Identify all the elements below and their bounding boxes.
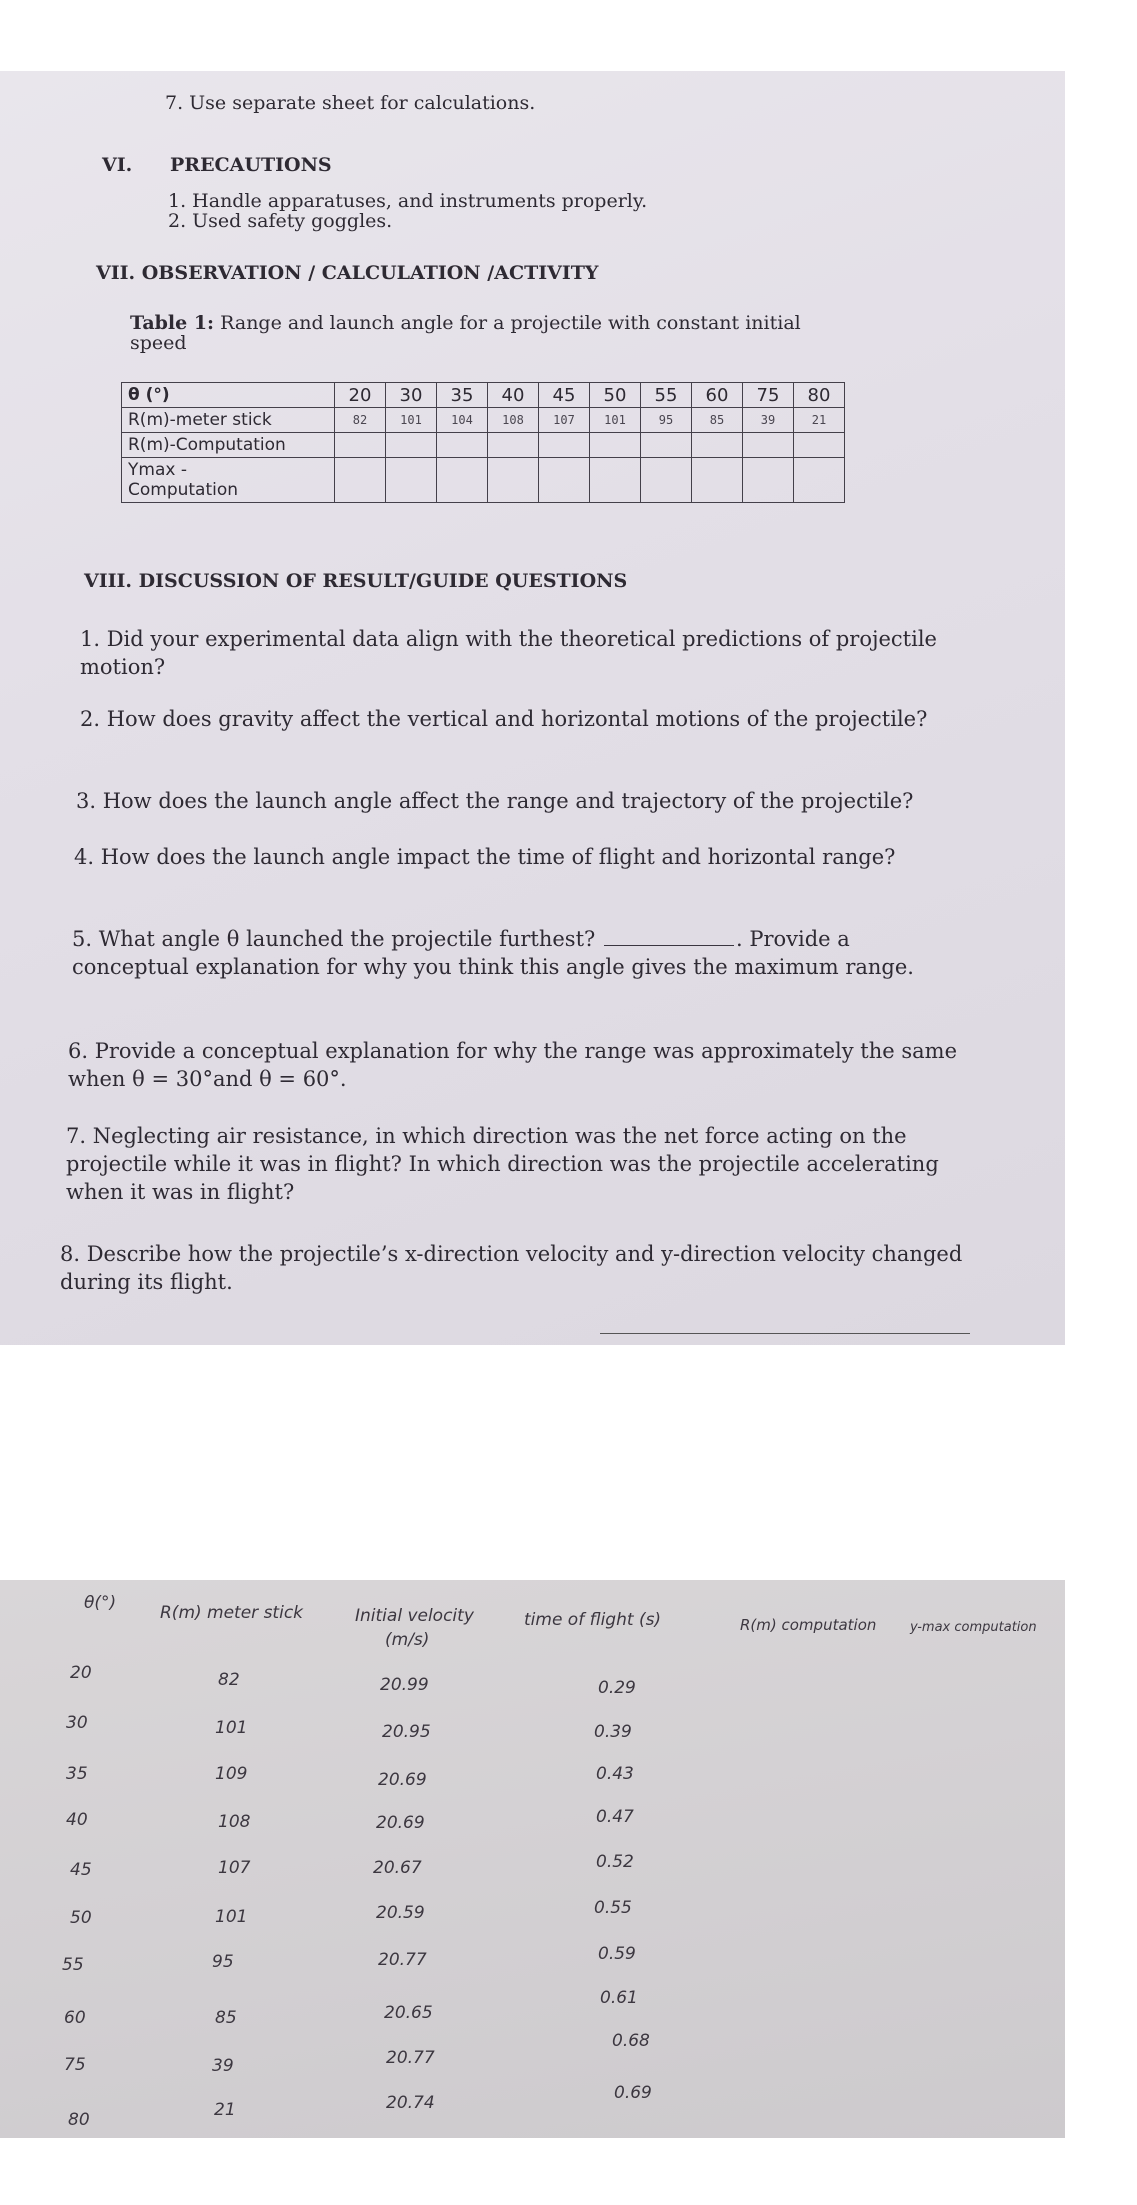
question-5 <box>72 925 967 981</box>
empty-cell[interactable] <box>692 458 743 503</box>
angle-cell: 50 <box>590 383 641 408</box>
hw-velocity: 20.77 <box>386 2048 435 2068</box>
hw-header-velocity: Initial velocity <box>355 1606 474 1626</box>
table-caption-text: Range and launch angle for a projectile with constant initial <box>220 312 801 334</box>
question-8: 8. Describe how the projectile’s x-direction velocity and y-direction velocity changed during its flight. <box>60 1242 963 1294</box>
hw-header-ymax: y-max computation <box>910 1620 1037 1635</box>
divider-line <box>600 1333 970 1334</box>
empty-cell[interactable] <box>539 458 590 503</box>
hw-angle: 50 <box>70 1908 92 1928</box>
table-row <box>122 408 845 433</box>
meter-value-cell: 108 <box>488 408 539 433</box>
hw-header-theta: θ(°) <box>84 1593 117 1613</box>
question-3: 3. How does the launch angle affect the range and trajectory of the projectile? <box>76 789 914 813</box>
hw-time: 0.61 <box>600 1988 638 2008</box>
empty-cell[interactable] <box>641 458 692 503</box>
meter-value-cell: 95 <box>641 408 692 433</box>
empty-cell[interactable] <box>539 433 590 458</box>
empty-cell[interactable] <box>386 458 437 503</box>
hw-header-velocity-unit: (m/s) <box>385 1630 430 1650</box>
hw-velocity: 20.69 <box>378 1770 427 1790</box>
table-caption-label: Table 1: <box>130 312 215 334</box>
empty-cell[interactable] <box>794 458 845 503</box>
angle-cell: 45 <box>539 383 590 408</box>
empty-cell[interactable] <box>386 433 437 458</box>
table-caption <box>130 312 801 334</box>
meter-value-cell: 104 <box>437 408 488 433</box>
hw-time: 0.29 <box>598 1678 636 1698</box>
theta-header: θ (°) <box>122 383 335 408</box>
precautions-title: PRECAUTIONS <box>170 154 332 176</box>
hw-velocity: 20.95 <box>382 1722 431 1742</box>
hw-angle: 40 <box>66 1810 88 1830</box>
empty-cell[interactable] <box>488 458 539 503</box>
hw-angle: 80 <box>68 2110 90 2130</box>
table-row <box>122 433 845 458</box>
hw-velocity: 20.69 <box>376 1813 425 1833</box>
empty-cell[interactable] <box>590 458 641 503</box>
hw-angle: 20 <box>70 1663 92 1683</box>
instruction-item-7: 7. Use separate sheet for calculations. <box>165 92 536 114</box>
hw-range: 107 <box>218 1858 251 1878</box>
empty-cell[interactable] <box>743 458 794 503</box>
range-table <box>121 382 845 503</box>
hw-time: 0.47 <box>596 1807 634 1827</box>
hw-angle: 35 <box>66 1764 88 1784</box>
handwritten-sheet <box>0 1580 1065 2138</box>
meter-value-cell: 107 <box>539 408 590 433</box>
angle-cell: 40 <box>488 383 539 408</box>
hw-range: 101 <box>215 1718 248 1738</box>
hw-time: 0.52 <box>596 1852 634 1872</box>
empty-cell[interactable] <box>335 458 386 503</box>
hw-velocity: 20.99 <box>380 1675 429 1695</box>
precaution-item: 1. Handle apparatuses, and instruments properly. <box>168 190 648 212</box>
question-6: 6. Provide a conceptual explanation for why the range was approximately the same when θ = 30°and θ = 60°. <box>68 1039 957 1091</box>
empty-cell[interactable] <box>488 433 539 458</box>
row-label-ymax <box>122 458 335 503</box>
question-2: 2. How does gravity affect the vertical and horizontal motions of the projectile? <box>80 707 928 731</box>
question-5-start: 5. What angle θ launched the projectile furthest? <box>72 927 596 951</box>
angle-cell: 30 <box>386 383 437 408</box>
meter-value-cell: 101 <box>590 408 641 433</box>
hw-angle: 75 <box>64 2055 86 2075</box>
angle-cell: 60 <box>692 383 743 408</box>
angle-cell: 55 <box>641 383 692 408</box>
hw-header-time: time of flight (s) <box>524 1610 662 1630</box>
angle-cell: 20 <box>335 383 386 408</box>
hw-time: 0.55 <box>594 1898 632 1918</box>
hw-velocity: 20.65 <box>384 2003 433 2023</box>
hw-velocity: 20.74 <box>386 2093 435 2113</box>
empty-cell[interactable] <box>437 433 488 458</box>
table-row <box>122 458 845 503</box>
hw-range: 108 <box>218 1812 251 1832</box>
ymax-label-line2: Computation <box>128 480 239 500</box>
hw-range: 101 <box>215 1907 248 1927</box>
hw-range: 21 <box>214 2100 236 2120</box>
empty-cell[interactable] <box>743 433 794 458</box>
question-7: 7. Neglecting air resistance, in which direction was the net force acting on the projectile while it was in flight? In which direction was the projectile accelerating when it was in flight? <box>66 1124 939 1204</box>
meter-value-cell: 101 <box>386 408 437 433</box>
empty-cell[interactable] <box>335 433 386 458</box>
hw-range: 39 <box>212 2056 234 2076</box>
meter-value-cell: 21 <box>794 408 845 433</box>
table-row <box>122 383 845 408</box>
hw-time: 0.59 <box>598 1944 636 1964</box>
angle-cell: 75 <box>743 383 794 408</box>
hw-velocity: 20.77 <box>378 1950 427 1970</box>
meter-value-cell: 85 <box>692 408 743 433</box>
question-5-end: . Provide a conceptual explanation for why you think this angle gives the maximum range. <box>72 927 914 979</box>
hw-angle: 60 <box>64 2008 86 2028</box>
table-caption-cont: speed <box>130 332 187 354</box>
precautions-number: VI. <box>102 154 133 176</box>
meter-value-cell: 82 <box>335 408 386 433</box>
hw-velocity: 20.67 <box>373 1858 422 1878</box>
ymax-label-line1: Ymax - <box>128 460 187 480</box>
hw-time: 0.69 <box>614 2083 652 2103</box>
empty-cell[interactable] <box>641 433 692 458</box>
observation-title: VII. OBSERVATION / CALCULATION /ACTIVITY <box>96 262 599 284</box>
hw-angle: 55 <box>62 1955 84 1975</box>
empty-cell[interactable] <box>437 458 488 503</box>
hw-range: 95 <box>212 1952 234 1972</box>
hw-range: 85 <box>215 2008 237 2028</box>
row-label-computation: R(m)-Computation <box>122 433 335 458</box>
hw-header-meter: R(m) meter stick <box>160 1603 304 1623</box>
discussion-title: VIII. DISCUSSION OF RESULT/GUIDE QUESTIONS <box>84 570 628 592</box>
answer-blank[interactable] <box>604 945 734 946</box>
hw-range: 82 <box>218 1670 240 1690</box>
empty-cell[interactable] <box>692 433 743 458</box>
hw-header-rcomp: R(m) computation <box>740 1616 877 1634</box>
hw-velocity: 20.59 <box>376 1903 425 1923</box>
empty-cell[interactable] <box>794 433 845 458</box>
row-label-meter: R(m)-meter stick <box>122 408 335 433</box>
hw-time: 0.68 <box>612 2031 650 2051</box>
hw-angle: 30 <box>66 1713 88 1733</box>
question-1: 1. Did your experimental data align with the theoretical predictions of projectile motion? <box>80 627 937 679</box>
empty-cell[interactable] <box>590 433 641 458</box>
hw-time: 0.39 <box>594 1722 632 1742</box>
angle-cell: 80 <box>794 383 845 408</box>
question-4: 4. How does the launch angle impact the time of flight and horizontal range? <box>74 845 896 869</box>
angle-cell: 35 <box>437 383 488 408</box>
hw-range: 109 <box>215 1764 248 1784</box>
hw-time: 0.43 <box>596 1764 634 1784</box>
hw-angle: 45 <box>70 1860 92 1880</box>
meter-value-cell: 39 <box>743 408 794 433</box>
precaution-item: 2. Used safety goggles. <box>168 210 393 232</box>
